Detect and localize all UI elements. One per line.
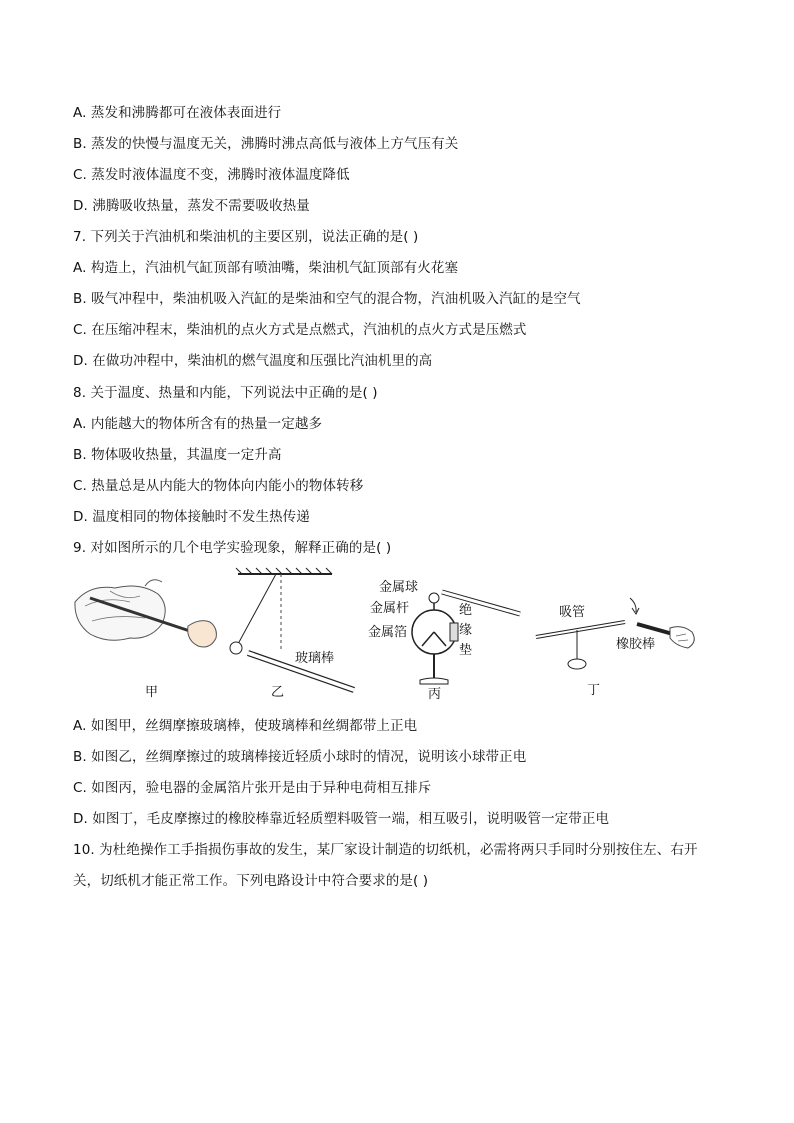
q8-option-b: B. 物体吸收热量，其温度一定升高: [73, 447, 282, 463]
q10-stem-line-1: 10. 为杜绝操作工手指损伤事故的发生，某厂家设计制造的切纸机，必需将两只手同时分别按住左、右开: [73, 842, 698, 858]
metal-rod-label: 金属杆: [370, 601, 410, 616]
figure-yi-ball-and-rod: [230, 568, 354, 690]
glass-rod-label: 玻璃棒: [295, 651, 335, 666]
q9-stem: 9. 对如图所示的几个电学实验现象，解释正确的是( ): [73, 540, 392, 556]
q6-option-b: B. 蒸发的快慢与温度无关，沸腾时沸点高低与液体上方气压有关: [73, 136, 459, 152]
insulating-pad-label-3: 垫: [459, 643, 473, 658]
q8-option-d: D. 温度相同的物体接触时不发生热传递: [73, 509, 310, 525]
q9-experiment-figure: [70, 566, 710, 706]
figure-label-bing: 丙: [428, 687, 442, 702]
q6-option-d: D. 沸腾吸收热量，蒸发不需要吸收热量: [73, 198, 310, 214]
q9-option-d: D. 如图丁，毛皮摩擦过的橡胶棒靠近轻质塑料吸管一端，相互吸引，说明吸管一定带正电: [73, 811, 610, 827]
figure-label-yi: 乙: [271, 685, 285, 700]
q7-option-c: C. 在压缩冲程末，柴油机的点火方式是点燃式，汽油机的点火方式是压燃式: [73, 322, 527, 338]
q6-option-c: C. 蒸发时液体温度不变，沸腾时液体温度降低: [73, 167, 350, 183]
rubber-rod-label: 橡胶棒: [616, 637, 656, 652]
figure-jia-silk-rubbing: [75, 580, 216, 647]
q8-option-a: A. 内能越大的物体所含有的热量一定越多: [73, 416, 323, 432]
q7-option-b: B. 吸气冲程中，柴油机吸入汽缸的是柴油和空气的混合物，汽油机吸入汽缸的是空气: [73, 291, 581, 307]
insulating-pad-label-1: 绝: [459, 603, 473, 618]
q6-option-a: A. 蒸发和沸腾都可在液体表面进行: [73, 105, 282, 121]
metal-ball-label: 金属球: [379, 580, 419, 595]
metal-foil-label: 金属箔: [368, 625, 408, 640]
insulating-pad-label-2: 缘: [459, 623, 473, 638]
q8-stem: 8. 关于温度、热量和内能，下列说法中正确的是( ): [73, 385, 378, 401]
figure-label-jia: 甲: [145, 685, 159, 700]
q7-stem: 7. 下列关于汽油机和柴油机的主要区别，说法正确的是( ): [73, 229, 419, 245]
figure-label-ding: 丁: [587, 683, 601, 698]
q7-option-a: A. 构造上，汽油机气缸顶部有喷油嘴，柴油机气缸顶部有火花塞: [73, 260, 459, 276]
q9-option-b: B. 如图乙，丝绸摩擦过的玻璃棒接近轻质小球时的情况，说明该小球带正电: [73, 749, 527, 765]
q9-option-a: A. 如图甲，丝绸摩擦玻璃棒，使玻璃棒和丝绸都带上正电: [73, 718, 418, 734]
q10-stem-line-2: 关，切纸机才能正常工作。下列电路设计中符合要求的是( ): [73, 873, 429, 889]
straw-label: 吸管: [559, 605, 586, 620]
q8-option-c: C. 热量总是从内能大的物体向内能小的物体转移: [73, 478, 364, 494]
q9-option-c: C. 如图丙，验电器的金属箔片张开是由于异种电荷相互排斥: [73, 780, 432, 796]
q7-option-d: D. 在做功冲程中，柴油机的燃气温度和压强比汽油机里的高: [73, 353, 433, 369]
